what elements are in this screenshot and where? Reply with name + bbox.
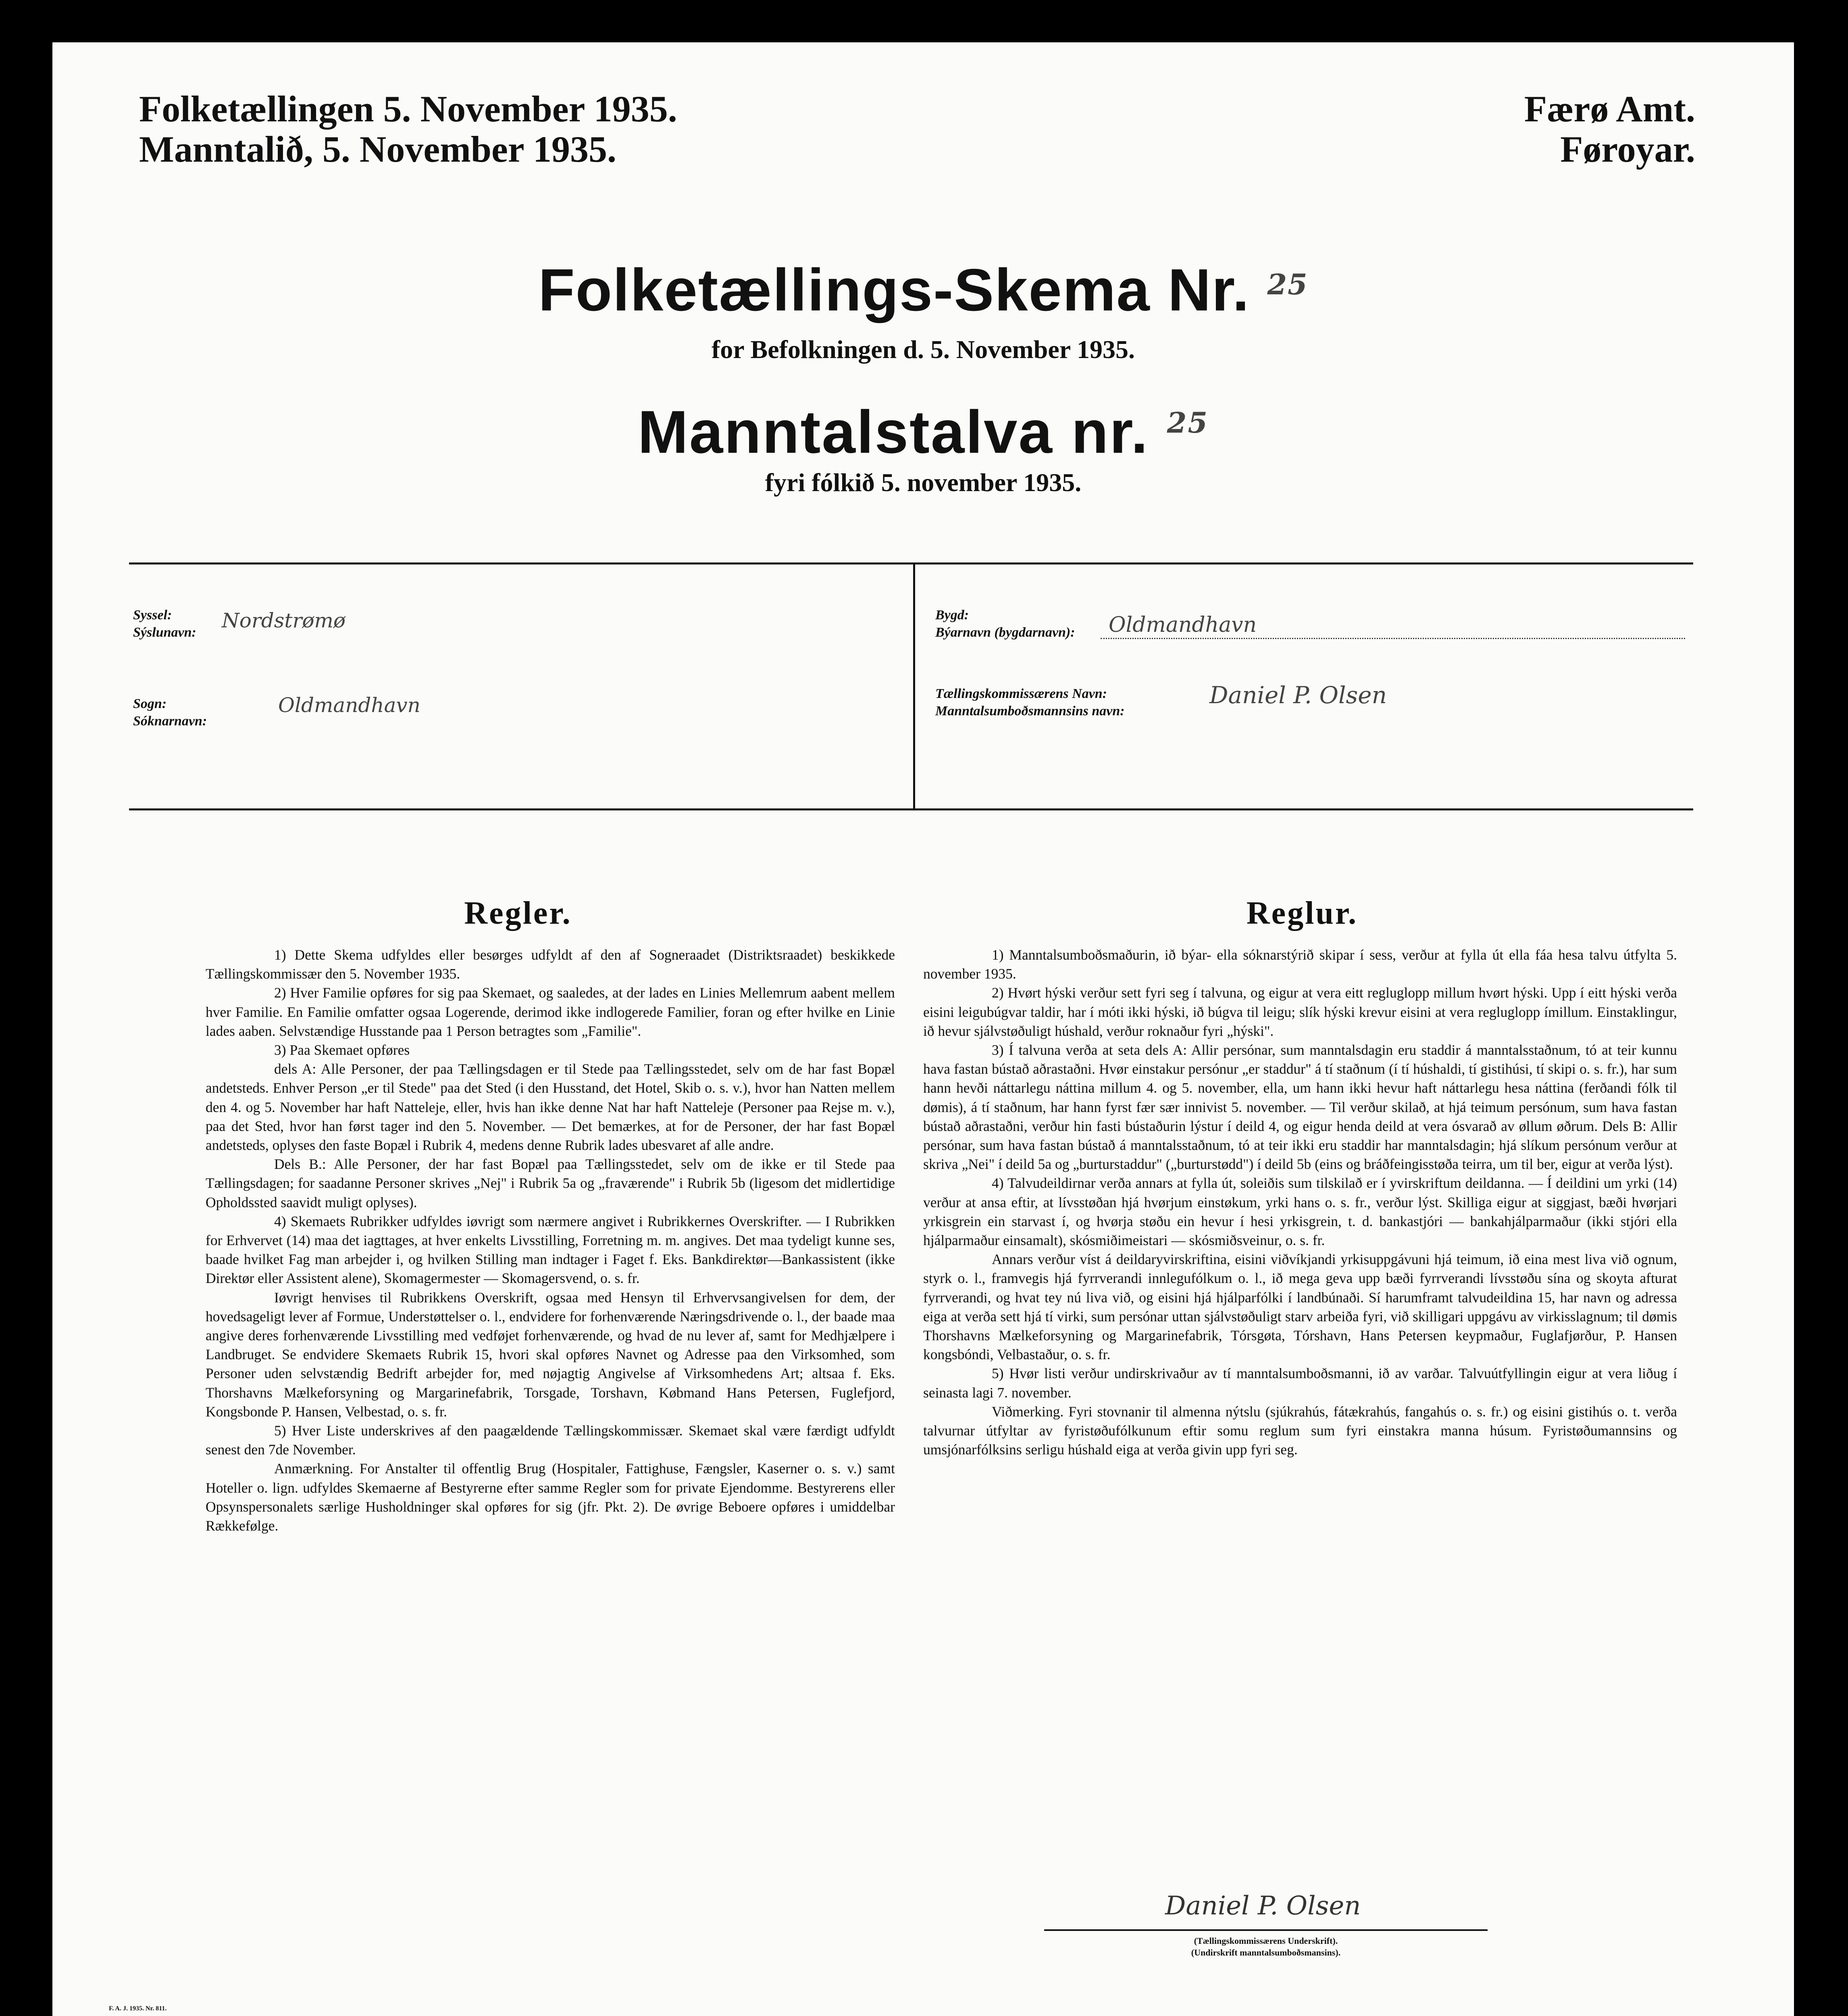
title-faroese-number: 25 (1167, 406, 1209, 439)
title-faroese (52, 397, 1794, 467)
header-right-line1: Færø Amt. (1524, 88, 1695, 129)
sogn-field[interactable] (278, 694, 883, 717)
reglur-rule-2: 2) Hvørt hýski verður sett fyri seg í talvuna, og eigur at vera eitt regluglopp millum hvørt hýski. Upp í eitt hýski verða eisini leigubúgvar taldir, har í móti ikki hýski, ið búgva til leigu; slík hýski krevur eisini at vera regluglopp ímillum. Einstaklingur, ið hevur sjálvstøðuligt húshald, verður roknaður fyri „hýski". (923, 985, 1677, 1039)
signature-caption (1044, 1935, 1488, 1958)
signature-caption-danish: (Tællingskommissærens Underskrift). (1194, 1936, 1338, 1946)
sogn-label: Sogn: Sóknarnavn: (133, 696, 207, 729)
regler-rule-3b: Dels B.: Alle Personer, der har fast Bopæl paa Tællingsstedet, selv om de ikke er til Stede paa Tællingsdagen; for saadanne Personer skrives „Nej" i Rubrik 5a og „fraværende" i Rubrik 5b (ligesom det midlertidige Opholdssted saavidt muligt oplyses). (206, 1156, 895, 1210)
reglur-note: Viðmerking. Fyri stovnanir til almenna nýtslu (sjúkrahús, fátækrahús, fangahús o. s. fr.) og eisini gistihús o. t. verða talvurnar útfyltar av fyristøðufólkunum eftir somu reglum sum fyri einstakra manna húsum. Fyristøðumannsins og umsjónarfólksins serligu húshald eiga at verða givin upp fyri seg. (923, 1403, 1677, 1458)
reglur-heading: Reglur. (1246, 896, 1358, 931)
reglur-rule-1: 1) Manntalsumboðsmaðurin, ið býar- ella sóknarstýrið skipar í sess, verður at fylla út ella fáa hesa talvu útfylta 5. november 1935. (923, 947, 1677, 982)
header-right-line2: Føroyar. (1560, 129, 1695, 170)
title-danish-sub: for Befolkningen d. 5. November 1935. (711, 335, 1135, 364)
komm-value: Daniel P. Olsen (1209, 681, 1387, 709)
sogn-value: Oldmandhavn (278, 694, 420, 717)
syssel-label: Syssel: Sýslunavn: (133, 608, 196, 640)
bygd-value: Oldmandhavn (1109, 613, 1257, 637)
regler-rule-2: 2) Hver Familie opføres for sig paa Skemaet, og saaledes, at der lades en Linies Mellemrum aabent mellem hver Familie. En Familie omfatter ogsaa Logerende, derimod ikke indlogerede Familier, foran og efter hvilke en Linie lades aaben. Selvstændige Husstande paa 1 Person betragtes som „Familie". (206, 985, 895, 1039)
regler-heading: Regler. (464, 896, 572, 931)
reglur-rule-4: 4) Talvudeildirnar verða annars at fylla út, soleiðis sum tilskilað er í yvirskriftum deildanna. — Í deildini um yrki (14) verður at ansa eftir, at lívsstøðan hjá hvørjum einstøkum, yrki hans o. s. fr., verður lýst. Skilliga eigur at siggjast, bæði hvørjari yrkisgrein ein starvast í, og hvørja støðu ein hevur í hesi yrkisgrein, t. d. bankastjóri — bankahjálparmaður (ikki stjóri ella hjálparmaður einsamalt), skósmiðimeistari — skósmiðsveinur, o. s. fr. (923, 1175, 1677, 1249)
reglur-column (923, 946, 1677, 1459)
syssel-value: Nordstrømø (222, 609, 346, 632)
regler-rule-3: 3) Paa Skemaet opføres (274, 1042, 410, 1058)
regler-rule-4b: Iøvrigt henvises til Rubrikkens Overskrift, ogsaa med Hensyn til Erhvervsangivelsen for dem, der hovedsageligt lever af Formue, Understøttelser o. l., endvidere for forhenværende Næringsdrivende o. l., der baade maa angive deres forhenværende Livsstilling med vedføjet forhenværende, og hvad de nu lever af, samt for Medhjælpere i Landbruget. Se endvidere Skemaets Rubrik 15, hvori skal opføres Navnet og Adresse paa den Virksomhed, som Personer uden selvstændig Bedrift arbejder for, med nøjagtig Angivelse af Virksomhedens Art; altsaa f. Eks. Thorshavns Mælkeforsyning og Margarinefabrik, Torsgade, Torshavn, Købmand Hans Petersen, Fuglefjord, Kongsbonde P. Hansen, Velbestad, o. s. fr. (206, 1289, 895, 1420)
komm-label: Tællingskommissærens Navn: Manntalsumboðsmannsins navn: (935, 686, 1125, 719)
header-left-line2: Manntalið, 5. November 1935. (139, 129, 617, 170)
syssel-field[interactable] (222, 609, 887, 632)
fields-bottom-rule (129, 808, 1693, 810)
census-form-sheet (52, 42, 1794, 2016)
regler-rule-3a: dels A: Alle Personer, der paa Tællingsdagen er til Stede paa Tællingsstedet, selv om de har fast Bopæl andetsteds. Enhver Person „er til Stede" paa det Sted (i den Husstand, det Hotel, Skib o. s. v.), hvor han Natten mellem den 4. og 5. November har haft Natteleje, eller, hvis han ikke denne Nat har haft Natteleje (Personer paa Rejse m. v.), paa det Sted, hvor han først tager ind den 5. November. — Det bemærkes, at for de Personer, der har fast Bopæl andetsteds, oplyses den faste Bopæl i Rubrik 4, medens denne Rubrik lades ubesvaret af alle andre. (206, 1061, 895, 1154)
title-danish (52, 256, 1794, 325)
header-left-line1: Folketællingen 5. November 1935. (139, 88, 677, 129)
regler-rule-4: 4) Skemaets Rubrikker udfyldes iøvrigt som nærmere angivet i Rubrikkernes Overskrifter. — I Rubrikken for Erhvervet (14) maa det iagttages, at hver enkelts Livsstilling, Forretning m. m. angives. Det maa tydeligt kunne ses, baade hvilket Fag man arbejder i, og hvilken Stilling man indtager i Faget f. Eks. Bankdirektør—Bankassistent (ikke Direktør eller Assistent alene), Skomagermester — Skomagersvend, o. s. fr. (206, 1213, 895, 1287)
signature-line (1044, 1929, 1488, 1931)
bygd-label: Bygd: Býarnavn (bygdarnavn): (935, 608, 1075, 640)
title-danish-text: Folketællings-Skema Nr. (538, 257, 1250, 323)
komm-field[interactable] (1193, 681, 1685, 709)
regler-rule-5: 5) Hver Liste underskrives af den paagældende Tællingskommissær. Skemaet skal være færdigt udfyldt senest den 7de November. (206, 1422, 895, 1458)
reglur-rule-5: 5) Hvør listi verður undirskrivaður av tí manntalsumboðsmanni, ið av varðar. Talvuútfyllingin eigur at vera liðug í seinasta lagi 7. november. (923, 1365, 1677, 1401)
signature-handwritten: Daniel P. Olsen (1165, 1891, 1361, 1921)
regler-column (206, 946, 895, 1535)
fields-top-rule (129, 562, 1693, 564)
reglur-rule-4b: Annars verður víst á deildaryvirskriftina, eisini viðvíkjandi yrkisuppgávuni hjá teimum, ið eina mest liva við ognum, styrk o. l., framvegis hjá fyrrverandi innlegufólkum o. l., ið mega geva upp bæði fyrrverandi lívsstøðu sína og skoyta afturat fyrrverandi, og hvat tey nú liva við, og eisini hjá hjálparfólki í landbúnaði. Sí harumframt talvudeildina 15, har navn og adressa eiga at verða sett hjá tí virki, sum persónar uttan sjálvstøðuligt starv arbeiða fyri, við skilligari uppgávu av virkisslagnum; til dømis Thorshavns Mælkeforsyning og Margarinefabrik, Tórsgøta, Tórshavn, Hans Petersen keypmaður, Fuglafjørður, P. Hansen kongsbóndi, Velbastaður, o. s. fr. (923, 1251, 1677, 1363)
regler-rule-1: 1) Dette Skema udfyldes eller besørges udfyldt af den af Sogneraadet (Distriktsraadet) beskikkede Tællingskommissær den 5. November 1935. (206, 947, 895, 982)
printer-mark: F. A. J. 1935. Nr. 811. (109, 2005, 167, 2012)
bygd-field[interactable] (1101, 613, 1685, 639)
title-danish-number: 25 (1267, 268, 1308, 301)
reglur-rule-3: 3) Í talvuna verða at seta dels A: Allir persónar, sum manntalsdagin eru staddir á manntalsstaðnum, tó at teir kunnu hava fastan bústað aðrastaðni. Hvør einstakur persónur „er staddur" á tí staðnum (í tí húshaldi, tí gistihúsi, tí skipi o. s. fr.), har sum hann hevði náttarlegu náttina millum 4. og 5. november, ella, um hann ikki hevur haft náttarlegu hesa náttina (ferðandi fólk til dømis), á tí staðnum, har hann fyrst fær sær innivist 5. november. — Til verður skilað, at hjá teimum persónum, sum hava fastan bústað aðrastaðni, verður hin fasti bústaðurin lýstur í deild 4, og eigur henda deild at vera ósvarað av øllum øðrum. Dels B: Allir persónar, sum hava fastan bústað á manntalsstaðnum, tó at teir ikki eru staddir har manntalsdagin; hjá slíkum persónum verður at skriva „Nei" í deild 5a og „burturstaddur" („burturstødd") í deild 5b (eins og bráðfeingisstøða teirra, um til ber, eigur at verða lýst). (923, 1042, 1677, 1173)
regler-note: Anmærkning. For Anstalter til offentlig Brug (Hospitaler, Fattighuse, Fængsler, Kaserner o. s. v.) samt Hoteller o. lign. udfyldes Skemaerne af Bestyrerne efter samme Regler som for private Ejendomme. Bestyrerens eller Opsynspersonalets særlige Husholdninger skal opføres for sig (jfr. Pkt. 2). De øvrige Beboere opføres i umiddelbar Rækkefølge. (206, 1460, 895, 1534)
signature-caption-faroese: (Undirskrift manntalsumboðsmansins). (1191, 1947, 1341, 1958)
title-faroese-text: Manntalstalva nr. (637, 398, 1149, 466)
title-faroese-sub: fyri fólkið 5. november 1935. (765, 468, 1082, 497)
fields-divider (913, 564, 915, 808)
